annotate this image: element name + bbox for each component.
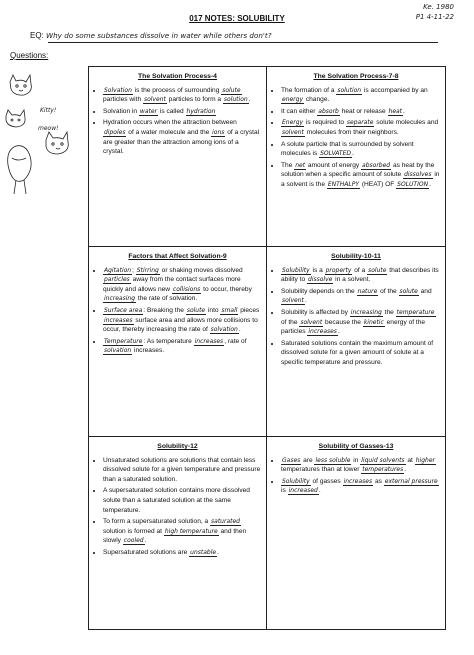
eq-answer: Why do some substances dissolve in water while others don't? (46, 31, 272, 40)
fill-blank: separate (346, 119, 374, 127)
fill-blank: kinetic (363, 318, 384, 326)
fill-blank: hydration (186, 107, 216, 115)
fill-blank: heat (388, 107, 403, 115)
fill-blank: cooled (123, 537, 144, 545)
text: the (382, 308, 396, 316)
fill-blank: absorb (318, 107, 339, 115)
fill-blank: solute (222, 86, 241, 94)
text: Hydration occurs when the attraction between (103, 119, 237, 127)
text: . (429, 180, 431, 188)
text: . (403, 107, 405, 115)
text: . (217, 548, 219, 556)
text: of a (352, 266, 368, 274)
text: into (206, 306, 221, 314)
bullet (103, 517, 261, 546)
fill-blank: small (221, 306, 238, 314)
fill-blank: SOLUTION (397, 180, 429, 188)
fill-blank: liquid solvents (361, 456, 405, 464)
kitty-text: Kitty! (40, 107, 57, 114)
fill-blank: SOLVATED (320, 150, 352, 158)
fill-blank: increasing (350, 308, 382, 316)
cat-face-2 (6, 110, 25, 127)
meow-text: meow! (38, 125, 59, 132)
bullet (103, 266, 261, 304)
cell-solubility-10-11 (267, 247, 445, 437)
fill-blank: Solvation (104, 86, 132, 94)
fill-blank: solute (399, 287, 418, 295)
text: ; (132, 266, 136, 274)
fill-blank: particles (104, 276, 130, 284)
fill-blank: increasing (104, 295, 136, 303)
questions-label: Questions: (10, 51, 49, 60)
fill-blank: dipoles (104, 128, 126, 136)
text: of the (378, 287, 399, 295)
text: are (301, 456, 315, 464)
fill-blank: increases (308, 328, 337, 336)
fill-blank: increased (288, 487, 318, 495)
text: of a crystal are greater than the attraction among ions of a crystal. (103, 128, 260, 156)
fill-blank: energy (282, 96, 304, 104)
text: that describes its ability to (281, 266, 439, 284)
fill-blank: temperatures (362, 466, 404, 474)
fill-blank: increases (194, 337, 224, 345)
fill-blank: dissolve (308, 276, 333, 284)
cell-solubility-of-gasses-13 (267, 437, 445, 629)
text: Solubility is affected by (281, 308, 350, 316)
text: Solubility depends on the (281, 287, 357, 295)
bullet (103, 118, 261, 156)
text: of gasses (310, 477, 343, 485)
student-name: Ke. 1980 (423, 3, 454, 11)
text: It can either (281, 107, 318, 115)
fill-blank: solvent (282, 128, 304, 136)
text: change. (304, 96, 330, 104)
fill-blank: increases (343, 477, 373, 485)
text: . (238, 326, 241, 334)
fill-blank: solvation (210, 326, 238, 334)
page-title: 017 NOTES: SOLUBILITY (189, 14, 285, 23)
bullet (281, 86, 440, 105)
bullet (103, 306, 261, 335)
text: The (281, 161, 295, 169)
text: is (281, 487, 288, 495)
fill-blank: Energy (282, 119, 304, 127)
text: A solute particle that is surrounded by solvent molecules is (281, 140, 414, 158)
text: molecules from their neighbors. (304, 128, 399, 136)
fill-blank: water (139, 107, 158, 115)
fill-blank: Solubility (282, 477, 310, 485)
fill-blank: solvent (143, 96, 166, 104)
fill-blank: ENTHALPY (327, 180, 360, 188)
cell-factors-affect-solvation-9 (89, 247, 267, 437)
bullet (281, 477, 440, 496)
fill-blank: net (295, 161, 306, 169)
bullet (281, 161, 440, 190)
text: heat or release (339, 107, 388, 115)
fill-blank: solution (223, 96, 248, 104)
text: . (337, 328, 340, 336)
fill-blank: temperature (396, 308, 435, 316)
cell-heading: Solubility-12 (157, 443, 198, 450)
fill-blank: high temperature (164, 527, 218, 535)
text: in a solvent. (333, 276, 371, 284)
text: To form a supersaturated solution, a (103, 518, 211, 526)
text: The formation of a (281, 86, 337, 94)
text: is a (310, 266, 325, 274)
text: particles with (103, 96, 143, 104)
fill-blank: Agitation (104, 266, 132, 274)
text: is accompanied by an (362, 86, 428, 94)
bullet (103, 337, 261, 356)
bullet (281, 118, 440, 137)
cat-body (8, 146, 31, 182)
text: and then slowly (103, 527, 247, 545)
text: solution is formed at (103, 527, 164, 535)
text: away from the contact surfaces more quickly and allows new (103, 276, 241, 293)
essential-question (30, 31, 450, 40)
text: : Breaking the (143, 306, 186, 314)
text: . (352, 150, 354, 158)
fill-blank: solution (337, 86, 362, 94)
fill-blank: nature (357, 287, 378, 295)
text: . (404, 466, 407, 474)
fill-blank: solvent (282, 297, 304, 305)
bullet (281, 140, 440, 159)
text: temperatures than at lower (281, 466, 362, 474)
bullet: • Unsaturated solutions are solutions that contain less dissolved solute for a given temperature and pressure than a saturated solution. (103, 456, 261, 485)
text: surface area and allows more collisions to occur, thereby increasing the rate of (103, 316, 258, 334)
fill-blank: dissolves (404, 171, 432, 179)
fill-blank: collisions (172, 285, 201, 293)
fill-blank: increases (104, 316, 133, 324)
cell-heading: The Solvation Process-7-8 (313, 73, 399, 80)
text: in (351, 456, 361, 464)
fill-blank: Surface area (104, 306, 143, 314)
cell-heading: Factors that Affect Solvation-9 (128, 253, 227, 260)
text: or shaking moves dissolved (159, 266, 243, 274)
fill-blank: higher (415, 456, 435, 464)
text: (HEAT) OF (360, 180, 397, 188)
bullet (103, 548, 261, 558)
fill-blank: solute (186, 306, 206, 314)
text: is required to (304, 119, 346, 127)
cell-solvation-process-7-8 (267, 67, 445, 247)
text: . (304, 297, 307, 305)
fill-blank: solute (368, 266, 387, 274)
period-date: P1 4-11-22 (415, 13, 454, 21)
eq-label: EQ: (30, 31, 44, 40)
text: the rate of solvation. (136, 295, 198, 303)
cat-doodles (2, 70, 84, 210)
fill-blank: absorbed (362, 161, 391, 169)
text: pieces (238, 306, 260, 314)
text: because the (323, 318, 363, 326)
fill-blank: Stirring (136, 266, 159, 274)
cat-face-3 (46, 132, 68, 154)
bullet (281, 456, 440, 475)
text: particles to form a (166, 96, 223, 104)
cell-heading: Solubility-10-11 (331, 253, 381, 260)
bullet: • A supersaturated solution contains more dissolved solute than a saturated solution at the same temperature. (103, 486, 261, 515)
text: as heat by the solution when a specific amount of solute (281, 161, 435, 179)
fill-blank: Temperature (104, 337, 143, 345)
cell-solvation-process-4 (89, 67, 267, 247)
bullet (281, 287, 440, 306)
text: Solvation in (103, 107, 139, 115)
cell-heading: Solubility of Gasses-13 (318, 443, 394, 450)
bullet (103, 107, 261, 117)
text: and (418, 287, 432, 295)
text: as (373, 477, 384, 485)
text: is called (158, 107, 186, 115)
text: solute molecules and (374, 119, 439, 127)
text: . (144, 537, 147, 545)
text: , rate of (224, 337, 247, 345)
text: in a solvent is the (281, 171, 440, 188)
text: : As temperature (143, 337, 194, 345)
bullet (281, 266, 440, 285)
fill-blank: Gases (282, 456, 301, 464)
text: of the (281, 318, 300, 326)
text: to occur, thereby (201, 285, 252, 293)
text: Saturated solutions contain the maximum amount of dissolved solute for a given amount of solute at a specific temperature and pressure. (281, 339, 434, 366)
text: of a water molecule and the (126, 128, 212, 136)
cell-heading: The Solvation Process-4 (138, 73, 217, 80)
fill-blank: less soluble (315, 456, 351, 464)
text: amount of energy (306, 161, 362, 169)
text: increases. (132, 347, 165, 355)
fill-blank: solvent (300, 318, 323, 326)
bullet (281, 339, 440, 368)
text: Supersaturated solutions are (103, 548, 190, 556)
text: energy of the particles (281, 318, 426, 336)
bullet (281, 308, 440, 337)
notes-grid (88, 66, 446, 630)
fill-blank: external pressure (384, 477, 438, 485)
fill-blank: saturated (211, 518, 240, 526)
fill-blank: Solubility (282, 266, 310, 274)
text: . (318, 487, 321, 495)
fill-blank: property (325, 266, 352, 274)
cell-solubility-12 (89, 437, 267, 629)
fill-blank: ions (212, 128, 225, 136)
text: is the process of surrounding (132, 86, 222, 94)
eq-underline (48, 42, 438, 43)
text: at (405, 456, 415, 464)
cat-face-1 (10, 75, 31, 95)
text: . (248, 96, 251, 104)
bullet (281, 107, 440, 117)
bullet (103, 86, 261, 105)
fill-blank: solvation (104, 347, 132, 355)
fill-blank: unstable (190, 548, 217, 556)
